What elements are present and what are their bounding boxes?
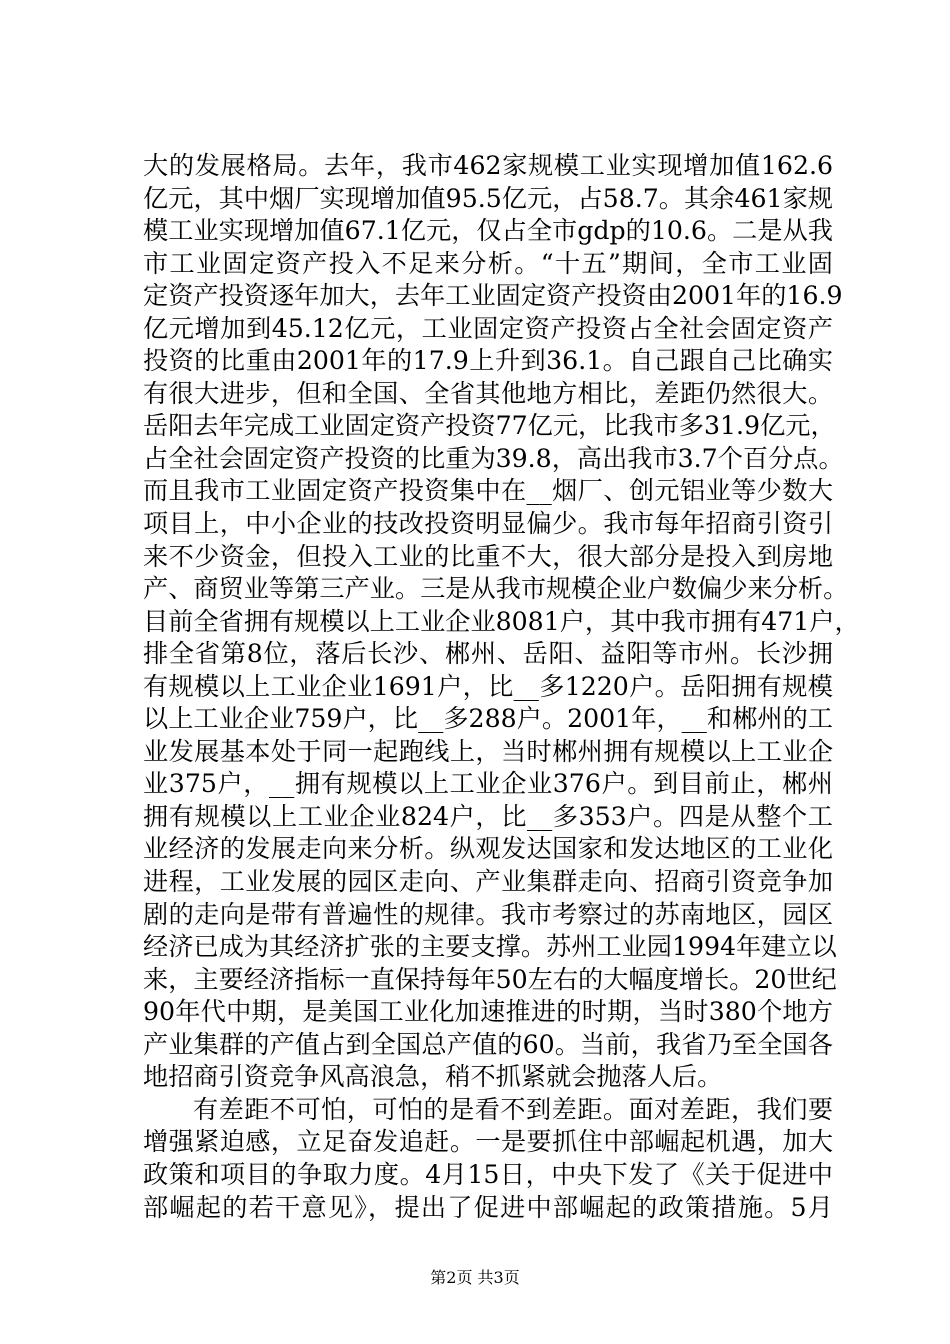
text-line: 业发展基本处于同一起跑线上，当时郴州拥有规模以上工业企 [143,736,833,766]
text-line: 产业集群的产值占到全国总产值的60。当前，我省乃至全国各 [143,1029,833,1059]
text-line: 以上工业企业759户，比__多288户。2001年，__和郴州的工 [143,704,833,734]
text-line: 剧的走向是带有普遍性的规律。我市考察过的苏南地区，园区 [143,899,833,929]
text-line: 拥有规模以上工业企业824户，比__多353户。四是从整个工 [143,801,833,831]
text-line: 市工业固定资产投入不足来分析。“十五”期间，全市工业固 [143,248,833,278]
text-line: 业375户，__拥有规模以上工业企业376户。到目前止，郴州 [143,769,833,799]
text-line: 有很大进步，但和全国、全省其他地方相比，差距仍然很大。 [143,378,833,408]
text-line: 政策和项目的争取力度。4月15日，中央下发了《关于促进中 [143,1159,833,1189]
text-line: 定资产投资逐年加大，去年工业固定资产投资由2001年的16.9 [143,281,843,311]
text-line: 来不少资金，但投入工业的比重不大，很大部分是投入到房地 [143,541,833,571]
text-line: 有差距不可怕，可怕的是看不到差距。面对差距，我们要 [193,1094,833,1124]
text-line: 90年代中期，是美国工业化加速推进的时期，当时380个地方 [143,997,833,1027]
text-line: 项目上，中小企业的技改投资明显偏少。我市每年招商引资引 [143,509,833,539]
text-line: 地招商引资竞争风高浪急，稍不抓紧就会抛落人后。 [143,1062,723,1092]
text-line: 而且我市工业固定资产投资集中在__烟厂、创元铝业等少数大 [143,476,833,506]
text-line: 目前全省拥有规模以上工业企业8081户，其中我市拥有471户， [143,606,860,636]
text-line: 亿元，其中烟厂实现增加值95.5亿元，占58.7。其余461家规 [143,183,833,213]
text-line: 经济已成为其经济扩张的主要支撑。苏州工业园1994年建立以 [143,932,837,962]
text-line: 进程，工业发展的园区走向、产业集群走向、招商引资竞争加 [143,867,833,897]
body-text [143,150,860,1224]
paragraph [143,150,860,1094]
text-line: 业经济的发展走向来分析。纵观发达国家和发达地区的工业化 [143,834,833,864]
text-line: 增强紧迫感，立足奋发追赶。一是要抓住中部崛起机遇，加大 [143,1127,833,1157]
text-line: 排全省第8位，落后长沙、郴州、岳阳、益阳等市州。长沙拥 [143,639,833,669]
text-line: 大的发展格局。去年，我市462家规模工业实现增加值162.6 [143,151,833,180]
text-line: 有规模以上工业企业1691户，比__多1220户。岳阳拥有规模 [143,671,833,701]
page-indicator: 第2页 共3页 [430,1268,520,1287]
text-line: 产、商贸业等第三产业。三是从我市规模企业户数偏少来分析。 [143,574,849,604]
page-footer [0,1268,950,1288]
paragraph [143,1094,833,1224]
text-line: 占全社会固定资产投资的比重为39.8，高出我市3.7个百分点。 [143,443,844,473]
text-line: 部崛起的若干意见》，提出了促进中部崛起的政策措施。5月 [143,1192,833,1222]
text-line: 投资的比重由2001年的17.9上升到36.1。自己跟自己比确实 [143,346,833,376]
text-line: 模工业实现增加值67.1亿元，仅占全市gdp的10.6。二是从我 [143,216,833,246]
text-line: 亿元增加到45.12亿元，工业固定资产投资占全社会固定资产 [143,313,833,343]
text-line: 来，主要经济指标一直保持每年50左右的大幅度增长。20世纪 [143,964,837,994]
text-line: 岳阳去年完成工业固定资产投资77亿元，比我市多31.9亿元， [143,411,836,441]
